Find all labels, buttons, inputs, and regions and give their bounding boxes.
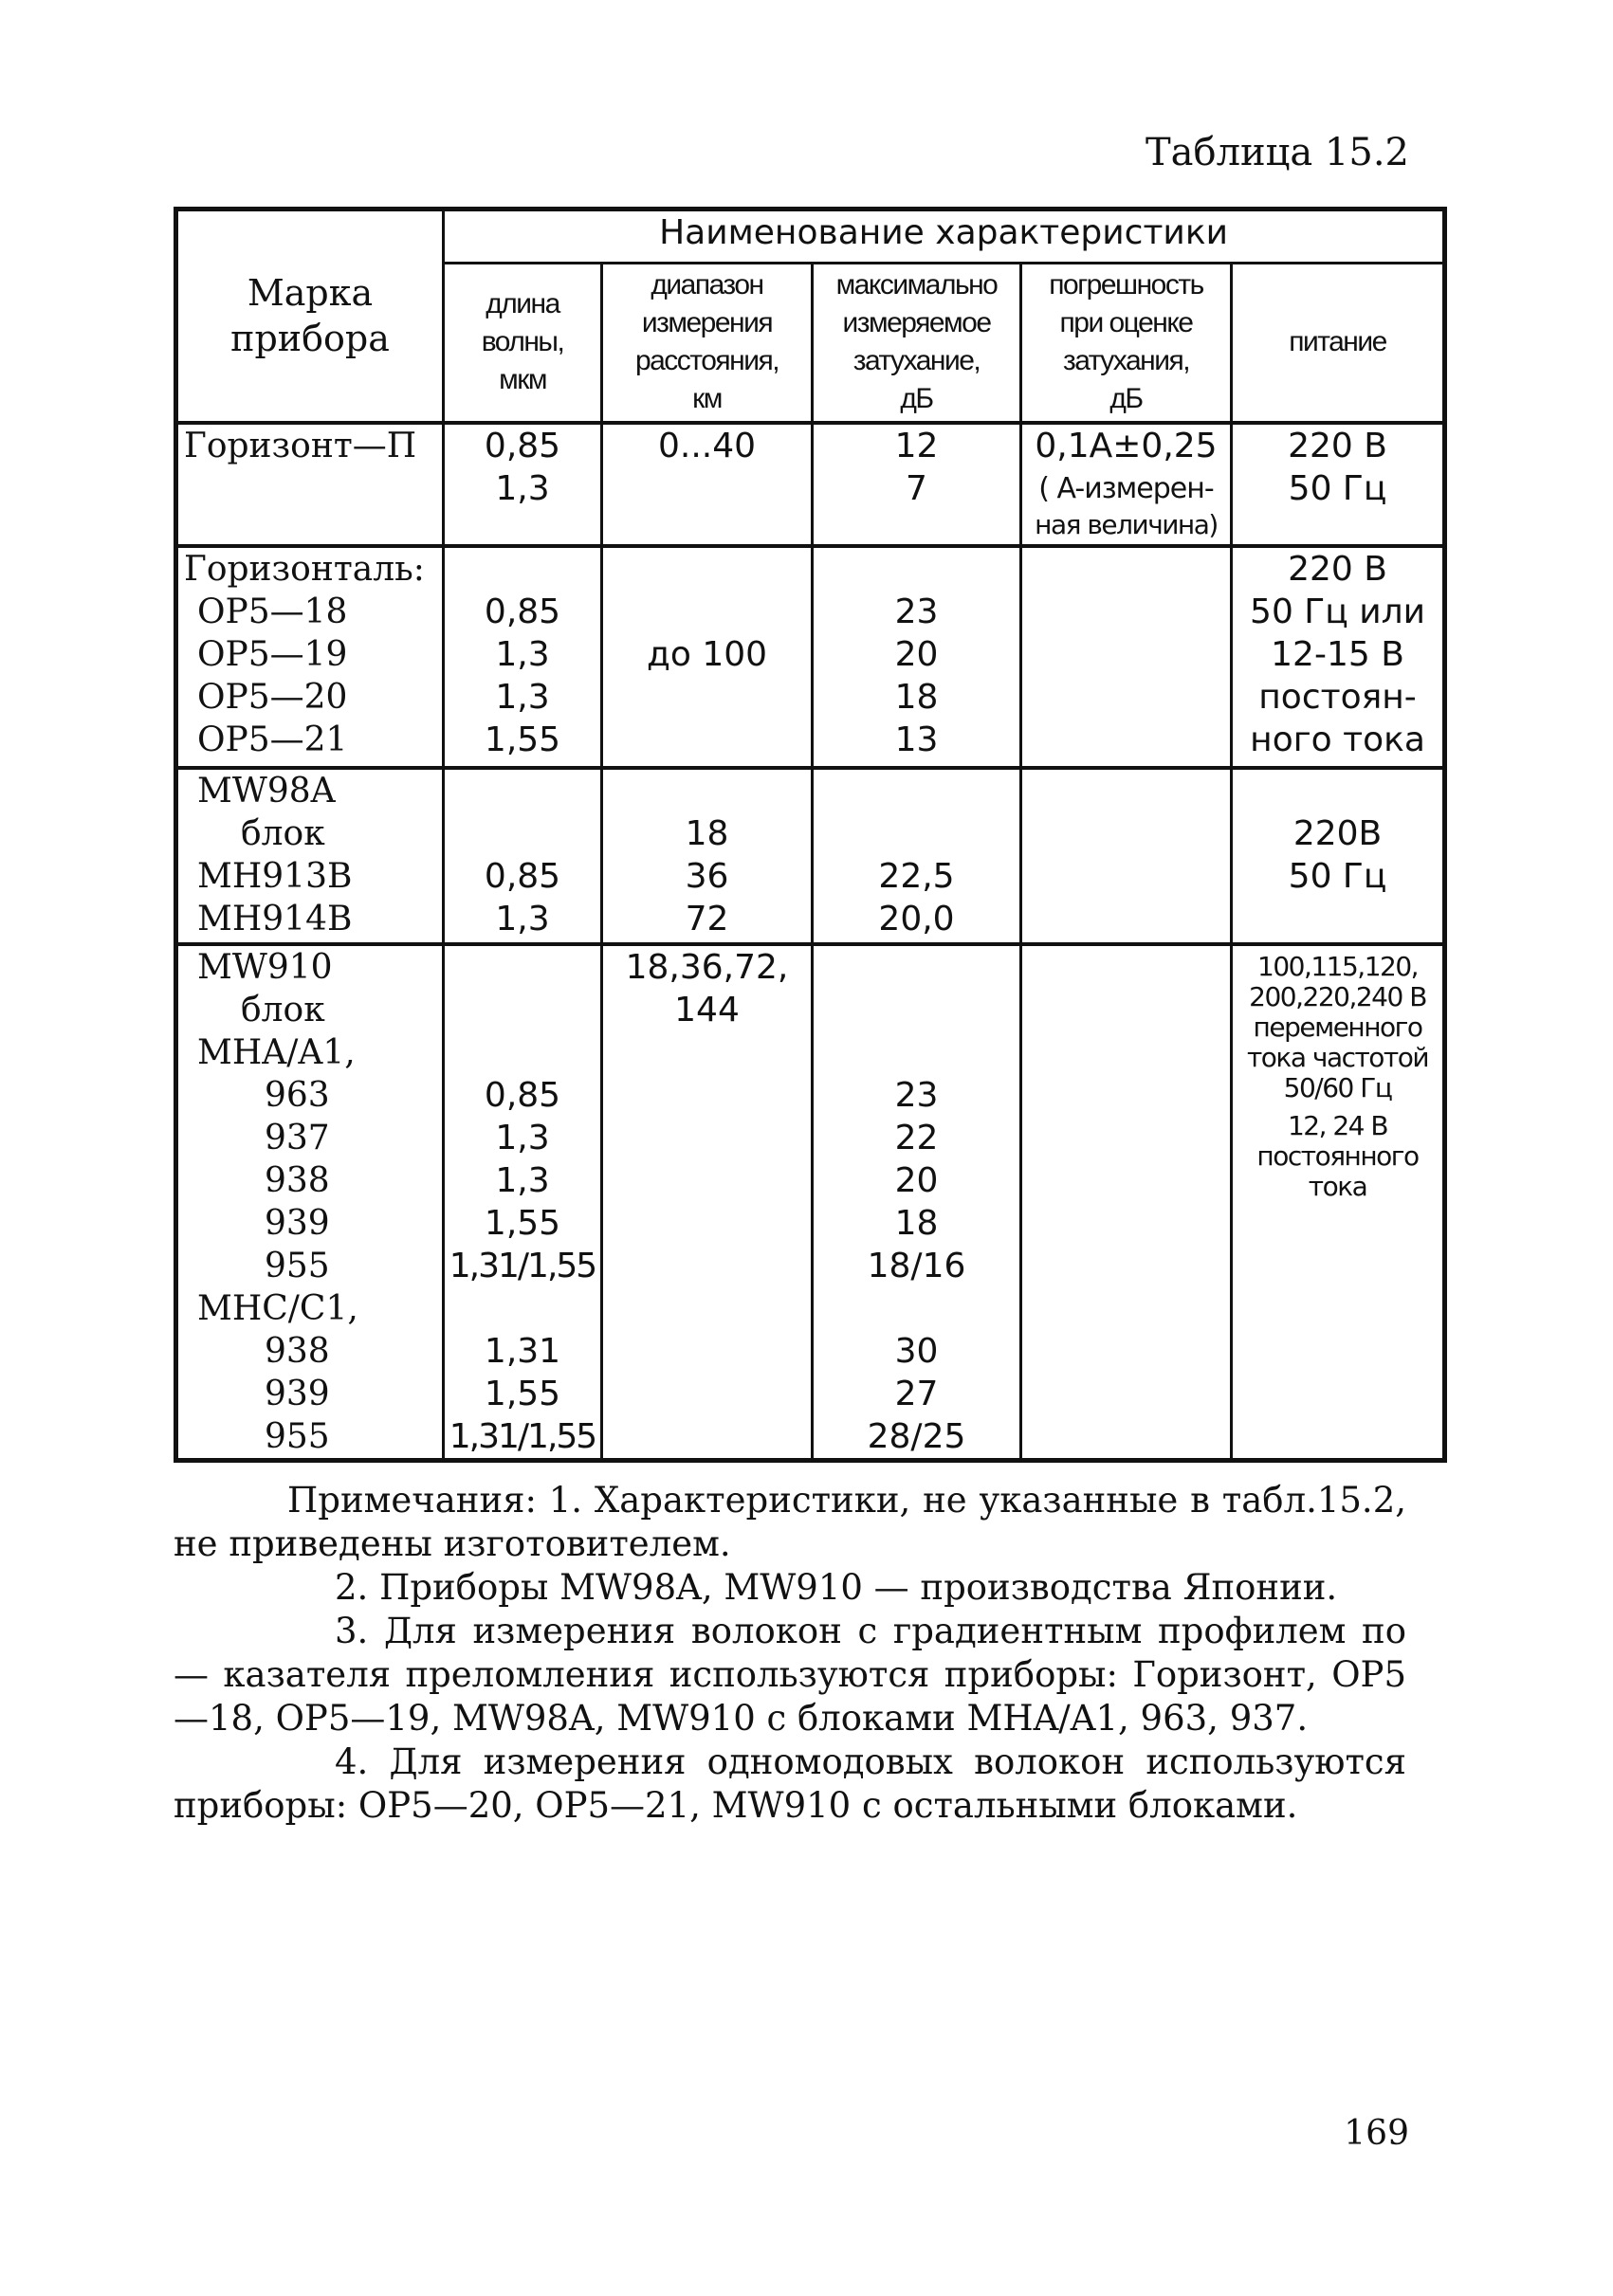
- header-wavelength: длина волны, мкм: [444, 264, 602, 423]
- cell-error: [1021, 546, 1232, 768]
- note-3: 3. Для измерения волокон с градиентным профилем по — казателя преломления используются приборы: Горизонт, ОР5—18, ОР5—19, MW98A, MW910 с блоками MHA/A1, 963, 937.: [174, 1611, 1406, 1739]
- cell-range: 18,36,72, 144: [602, 944, 813, 1461]
- cell-wavelength: 0,85 1,3 1,3 1,55: [444, 546, 602, 768]
- header-error: погрешность при оценке затухания, дБ: [1021, 264, 1232, 423]
- notes-block: [174, 1479, 1406, 1828]
- cell-error: 0,1A±0,25 ( A-измерен- ная величина): [1021, 423, 1232, 546]
- cell-mark: MW910 блок MHA/A1, 963 937 938 939 955 MHC/C1, 938 939 955: [176, 944, 444, 1461]
- cell-range: до 100: [602, 546, 813, 768]
- note-4: 4. Для измерения одномодовых волокон используются приборы: ОР5—20, ОР5—21, MW910 с остальными блоками.: [174, 1741, 1406, 1826]
- header-group: Наименование характеристики: [444, 210, 1445, 264]
- table-row: [176, 768, 1445, 944]
- cell-power: 220В 50 Гц: [1232, 768, 1445, 944]
- cell-mark: Горизонталь: ОР5—18 ОР5—19 ОР5—20 ОР5—21: [176, 546, 444, 768]
- cell-wavelength: 0,85 1,3: [444, 768, 602, 944]
- table-caption: Таблица 15.2: [1145, 131, 1409, 174]
- cell-mark: Горизонт—П: [176, 423, 444, 546]
- cell-power: 220 В 50 Гц: [1232, 423, 1445, 546]
- note-2: 2. Приборы MW98A, MW910 — производства Японии.: [335, 1567, 1338, 1608]
- cell-attenuation: 23 22 20 18 18/16 30 27 28/25: [813, 944, 1021, 1461]
- cell-error: [1021, 768, 1232, 944]
- cell-attenuation: 23 20 18 13: [813, 546, 1021, 768]
- table-row: [176, 546, 1445, 768]
- cell-attenuation: 12 7: [813, 423, 1021, 546]
- characteristics-table: [174, 207, 1447, 1463]
- cell-mark: MW98A блок MH913B MH914B: [176, 768, 444, 944]
- table-row: [176, 944, 1445, 1461]
- page-number: 169: [1344, 2114, 1409, 2153]
- cell-attenuation: 22,5 20,0: [813, 768, 1021, 944]
- cell-error: [1021, 944, 1232, 1461]
- cell-power: 220 В 50 Гц или 12-15 В постоян- ного тока: [1232, 546, 1445, 768]
- header-attenuation: максимально измеряемое затухание, дБ: [813, 264, 1021, 423]
- note-1: Примечания: 1. Характеристики, не указанные в табл.15.2, не приведены изготовителем.: [174, 1480, 1406, 1564]
- table-row: [176, 423, 1445, 546]
- cell-wavelength: 0,85 1,3 1,3 1,55 1,31/1,55 1,31 1,55 1,31/1,55: [444, 944, 602, 1461]
- cell-wavelength: 0,85 1,3: [444, 423, 602, 546]
- header-range: диапазон измерения расстояния, км: [602, 264, 813, 423]
- cell-power: 100,115,120, 200,220,240 В переменного тока частотой 50/60 Гц 12, 24 В постоянного тока: [1232, 944, 1445, 1461]
- cell-range: 18 36 72: [602, 768, 813, 944]
- header-mark: Марка прибора: [176, 210, 444, 423]
- cell-range: 0...40: [602, 423, 813, 546]
- header-power: питание: [1232, 264, 1445, 423]
